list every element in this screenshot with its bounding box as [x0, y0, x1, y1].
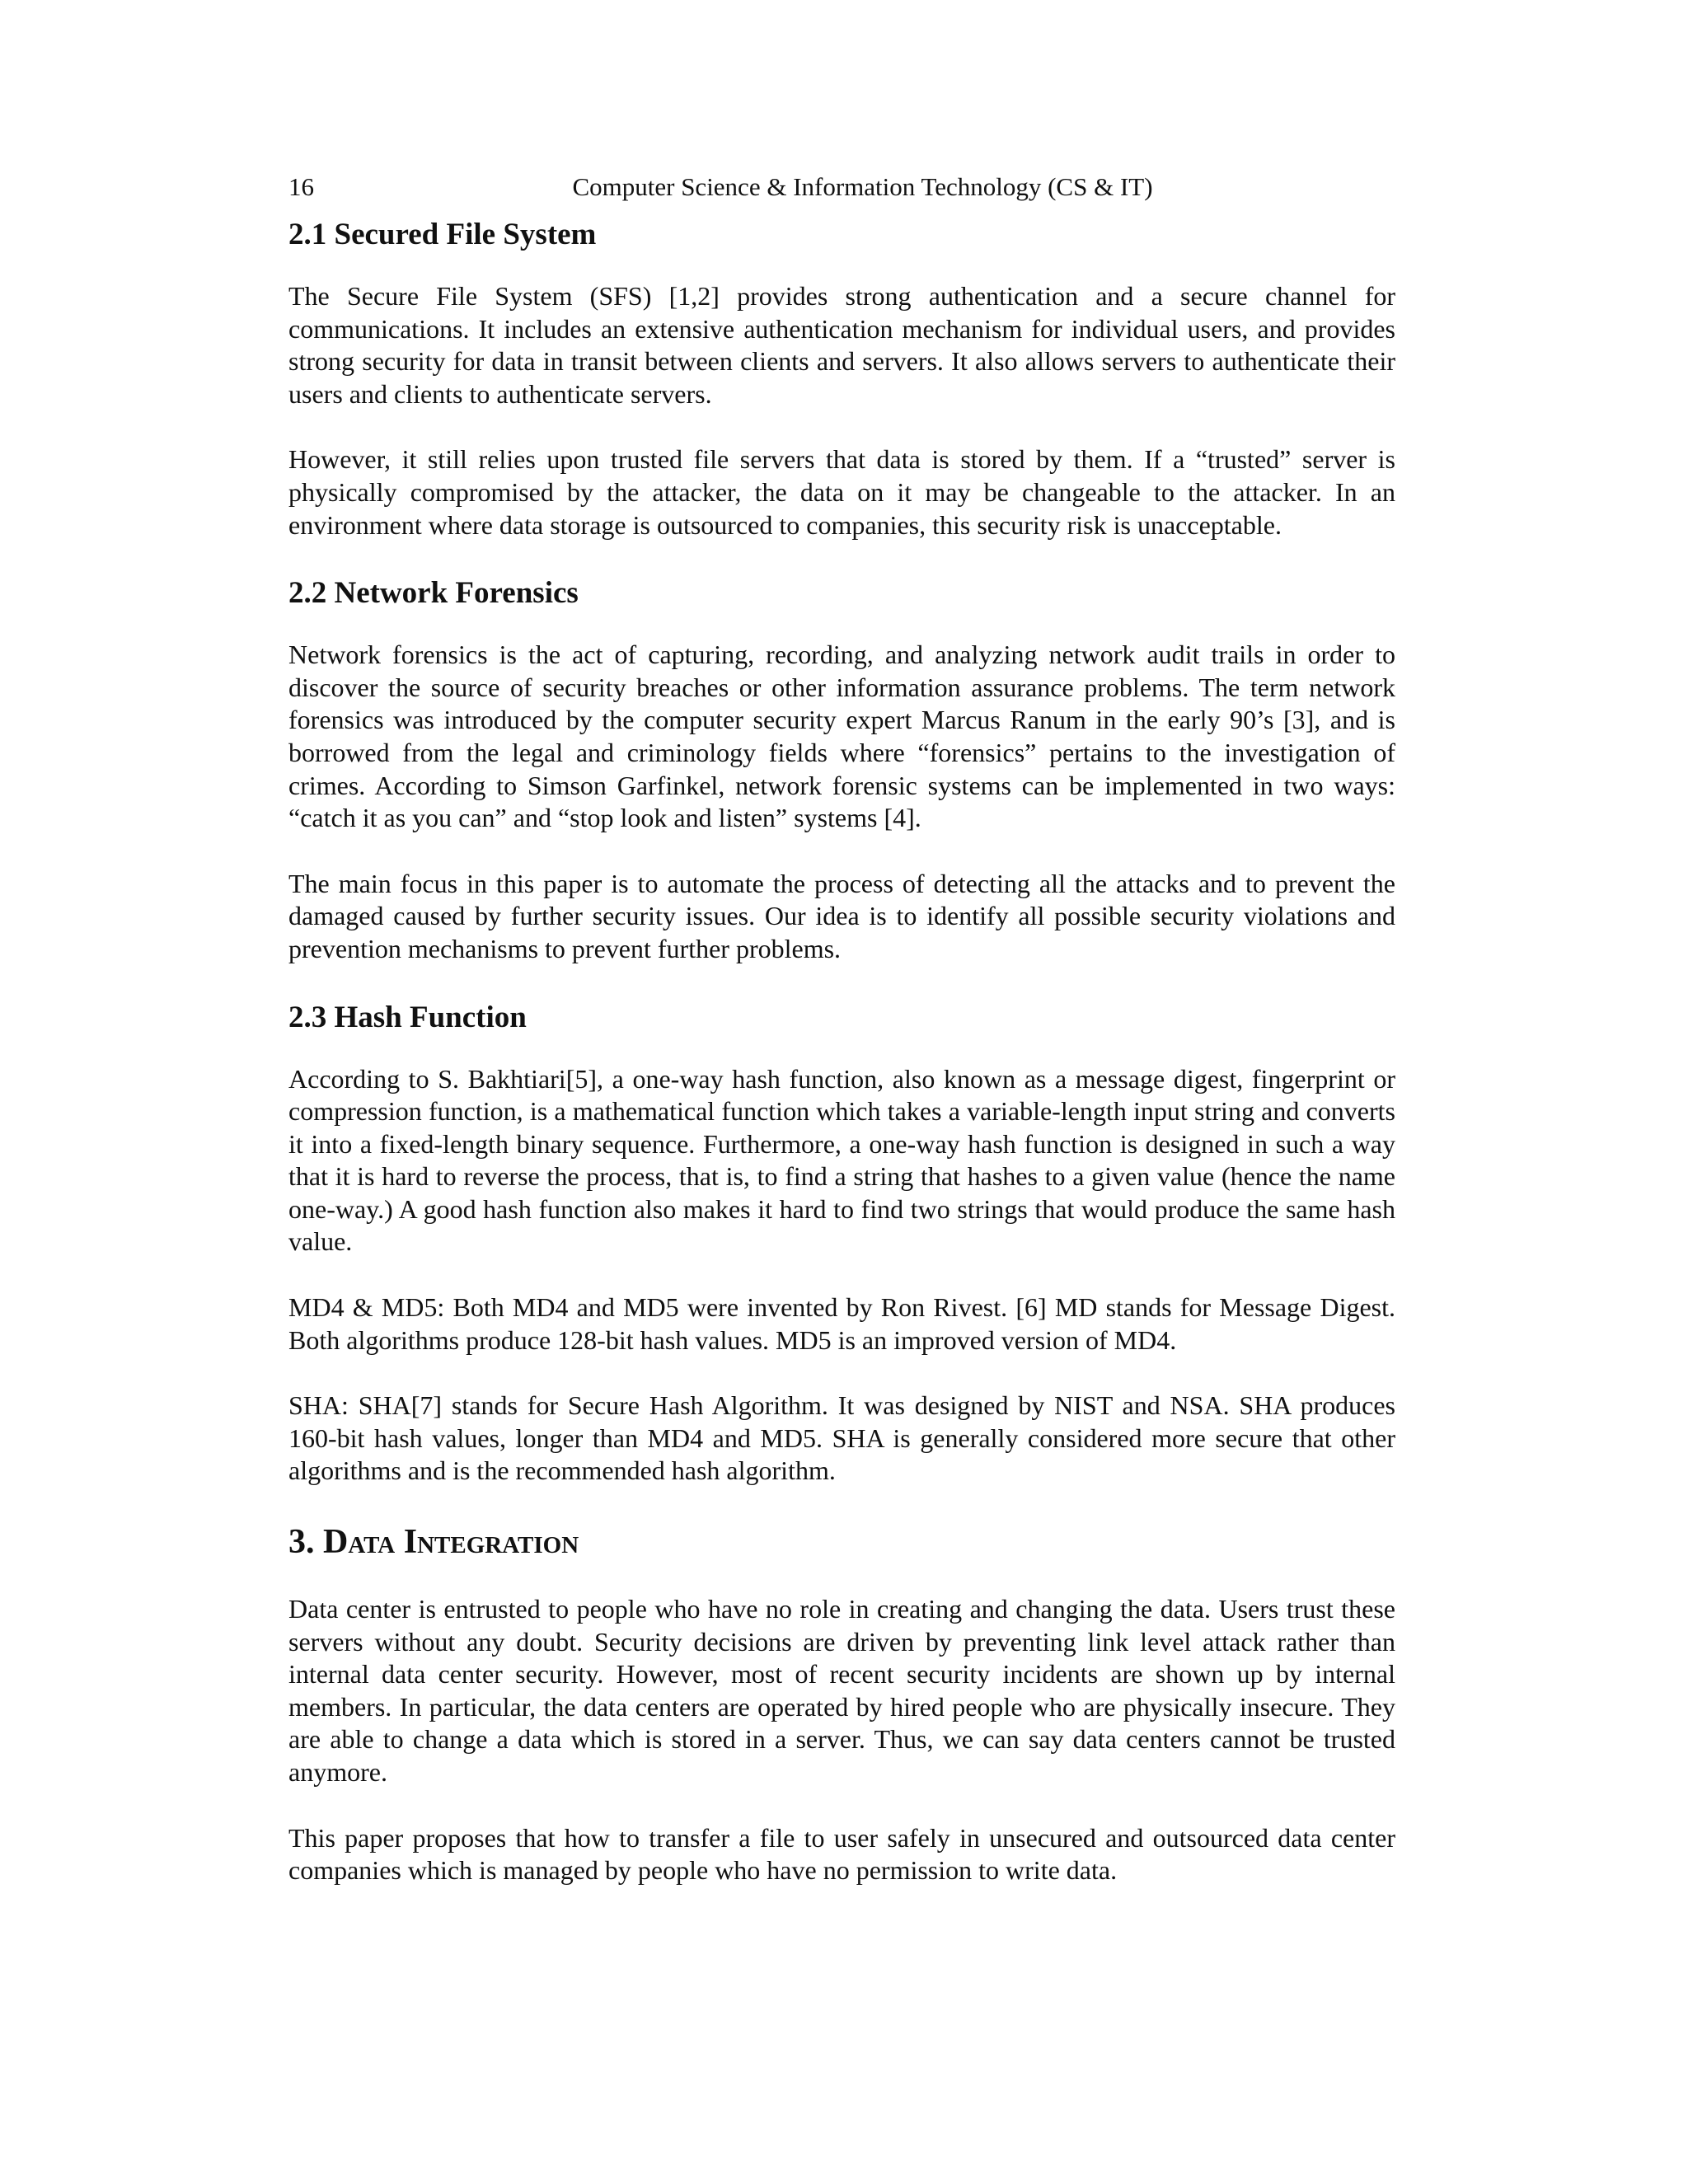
- section-heading-3: 3. Data Integration: [288, 1523, 579, 1562]
- paragraph: This paper proposes that how to transfer a file to user safely in unsecured and outsourced data center companies which is managed by people who have no permission to write data.: [288, 1822, 1395, 1886]
- section-heading-2-1: 2.1 Secured File System: [288, 218, 597, 251]
- section-heading-2-2: 2.2 Network Forensics: [288, 576, 579, 611]
- paragraph: According to S. Bakhtiari[5], a one-way hash function, also known as a message digest, fingerprint or compression function, is a mathematical function which takes a variable-length input string and converts it into a fixed-length binary sequence. Furthermore, a one-way hash function is designed in such a way that it is hard to reverse the process, that is, to find a string that hashes to a given value (hence the name one-way.) A good hash function also makes it hard to find two strings that would produce the same hash value.: [288, 1063, 1395, 1257]
- paragraph: The main focus in this paper is to automate the process of detecting all the attacks and to prevent the damaged caused by further security issues. Our idea is to identify all possible security violations and prevention mechanisms to prevent further problems.: [288, 868, 1395, 963]
- paragraph: Data center is entrusted to people who have no role in creating and changing the data. Users trust these servers without any doubt. Security decisions are driven by preventing link level attack rather than internal data center security. However, most of recent security incidents are shown up by internal members. In particular, the data centers are operated by hired people who are physically insecure. They are able to change a data which is stored in a server. Thus, we can say data centers cannot be trusted anymore.: [288, 1594, 1395, 1787]
- page-header: [288, 171, 1395, 204]
- paragraph: SHA: SHA[7] stands for Secure Hash Algorithm. It was designed by NIST and NSA. SHA produces 160-bit hash values, longer than MD4 and MD5. SHA is generally considered more secure that other algorithms and is the recommended hash algorithm.: [288, 1390, 1395, 1486]
- paragraph: The Secure File System (SFS) [1,2] provides strong authentication and a secure channel for communications. It includes an extensive authentication mechanism for individual users, and provides strong security for data in transit between clients and servers. It also allows servers to authenticate their users and clients to authenticate servers.: [288, 281, 1395, 409]
- section-heading-2-3: 2.3 Hash Function: [288, 1000, 527, 1034]
- page-number: 16: [288, 172, 314, 201]
- running-title: Computer Science & Information Technology (CS & IT): [572, 172, 1153, 201]
- paragraph: However, it still relies upon trusted file servers that data is stored by them. If a “trusted” server is physically compromised by the attacker, the data on it may be changeable to the attacker. In an environment where data storage is outsourced to companies, this security risk is unacceptable.: [288, 444, 1395, 540]
- paragraph: Network forensics is the act of capturing, recording, and analyzing network audit trails in order to discover the source of security breaches or other information assurance problems. The term network forensics was introduced by the computer security expert Marcus Ranum in the early 90’s [3], and is borrowed from the legal and criminology fields where “forensics” pertains to the investigation of crimes. According to Simson Garfinkel, network forensic systems can be implemented in two ways: “catch it as you can” and “stop look and listen” systems [4].: [288, 640, 1395, 833]
- page-content: [288, 216, 1395, 1887]
- paragraph: MD4 & MD5: Both MD4 and MD5 were invented by Ron Rivest. [6] MD stands for Message Digest. Both algorithms produce 128-bit hash values. MD5 is an improved version of MD4.: [288, 1292, 1395, 1355]
